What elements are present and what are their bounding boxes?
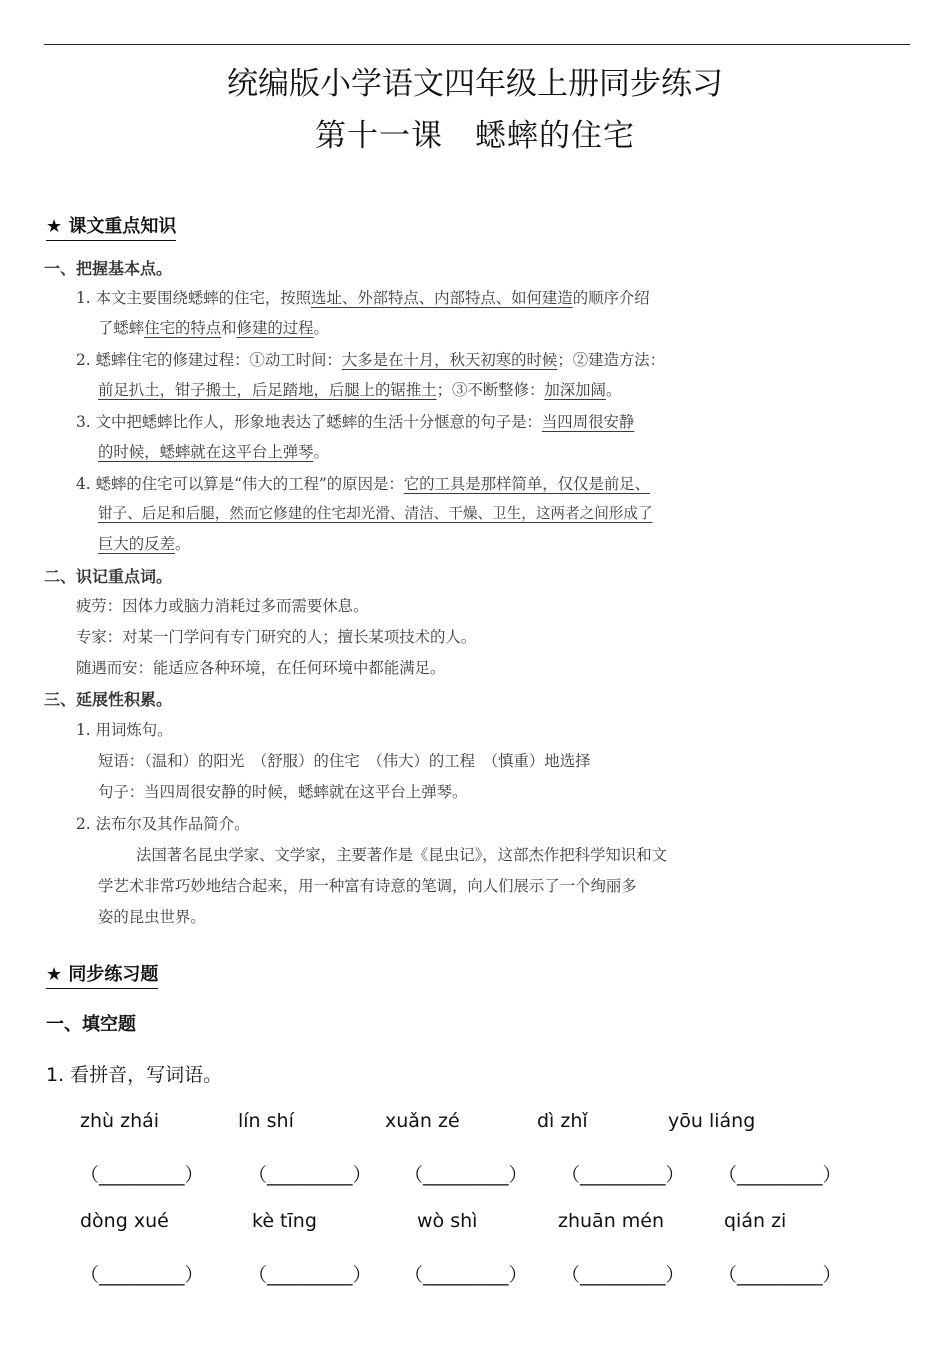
knowledge-point-4-end: 巨大的反差。 [98,535,191,553]
knowledge-heading-extension: 三、延展性积累。 [44,690,173,709]
answer-blank-4[interactable]: （_________） [561,1164,685,1186]
top-rule [44,44,910,45]
knowledge-point-3-cont: 的时候，蟋蟀就在这平台上弹琴。 [98,443,329,461]
page-title: 统编版小学语文四年级上册同步练习 [227,66,723,102]
question-1: 1. 看拼音，写词语。 [46,1064,223,1086]
knowledge-heading-basics: 一、把握基本点。 [44,259,173,278]
answer-blank-9[interactable]: （_________） [561,1264,685,1286]
pinyin-8: wò shì [417,1210,478,1232]
lesson-title: 第十一课 蟋蟀的住宅 [315,118,635,154]
pinyin-1: zhù zhái [80,1110,160,1132]
knowledge-point-2-cont: 前足扒土，钳子搬土，后足踏地，后腿上的锯推土；③不断整修：加深加阔。 [98,381,622,399]
key-word-expert: 专家：对某一门学问有专门研究的人；擅长某项技术的人。 [76,628,477,646]
pinyin-9: zhuān mén [558,1210,665,1232]
knowledge-point-3: 3. 文中把蟋蟀比作人，形象地表达了蟋蟀的生活十分惬意的句子是：当四周很安静 [76,413,635,431]
pinyin-4: dì zhǐ [537,1110,588,1132]
key-word-fatigue: 疲劳：因体力或脑力消耗过多而需要休息。 [76,597,369,615]
pinyin-2: lín shí [238,1110,294,1132]
scanned-textbook-excerpt [44,250,804,930]
answer-blank-5[interactable]: （_________） [718,1164,842,1186]
knowledge-heading-key-words: 二、识记重点词。 [44,567,173,586]
extension-item-2: 2. 法布尔及其作品简介。 [76,815,250,833]
pinyin-3: xuǎn zé [385,1110,460,1132]
knowledge-point-1: 1. 本文主要围绕蟋蟀的住宅，按照选址、外部特点、内部特点、如何建造的顺序介绍 [76,289,650,307]
knowledge-point-1-cont: 了蟋蟀住宅的特点和修建的过程。 [98,319,329,337]
answer-blank-3[interactable]: （_________） [404,1164,528,1186]
pinyin-10: qián zi [724,1210,787,1232]
answer-blank-10[interactable]: （_________） [718,1264,842,1286]
answer-blank-1[interactable]: （_________） [80,1164,204,1186]
section-heading-practice: ★ 同步练习题 [46,960,158,989]
author-intro-line-3: 姿的昆虫世界。 [98,908,206,926]
extension-item-1: 1. 用词炼句。 [76,721,173,739]
answer-blank-2[interactable]: （_________） [248,1164,372,1186]
knowledge-point-4: 4. 蟋蟀的住宅可以算是“伟大的工程”的原因是：它的工具是那样简单，仅仅是前足、 [76,475,651,493]
extension-sentence: 句子：当四周很安静的时候，蟋蟀就在这平台上弹琴。 [98,783,468,801]
answer-blank-8[interactable]: （_________） [404,1264,528,1286]
pinyin-5: yōu liáng [668,1110,756,1132]
section-heading-key-knowledge: ★ 课文重点知识 [46,212,176,241]
pinyin-6: dòng xué [80,1210,169,1232]
exercise-heading-fill-blank: 一、填空题 [46,1014,136,1035]
author-intro-line-2: 学艺术非常巧妙地结合起来，用一种富有诗意的笔调，向人们展示了一个绚丽多 [98,877,637,895]
extension-phrases: 短语：（温和）的阳光 （舒服）的住宅 （伟大）的工程 （慎重）地选择 [98,752,591,770]
knowledge-point-2: 2. 蟋蟀住宅的修建过程：①动工时间：大多是在十月，秋天初寒的时候；②建造方法： [76,351,666,369]
knowledge-point-4-cont: 钳子、后足和后腿，然而它修建的住宅却光滑、清洁、干燥、卫生，这两者之间形成了 [98,505,653,522]
key-word-adaptable: 随遇而安：能适应各种环境，在任何环境中都能满足。 [76,659,446,677]
answer-blank-6[interactable]: （_________） [80,1264,204,1286]
pinyin-7: kè tīng [252,1210,317,1232]
answer-blank-7[interactable]: （_________） [248,1264,372,1286]
author-intro-line-1: 法国著名昆虫学家、文学家，主要著作是《昆虫记》，这部杰作把科学知识和文 [136,846,667,864]
